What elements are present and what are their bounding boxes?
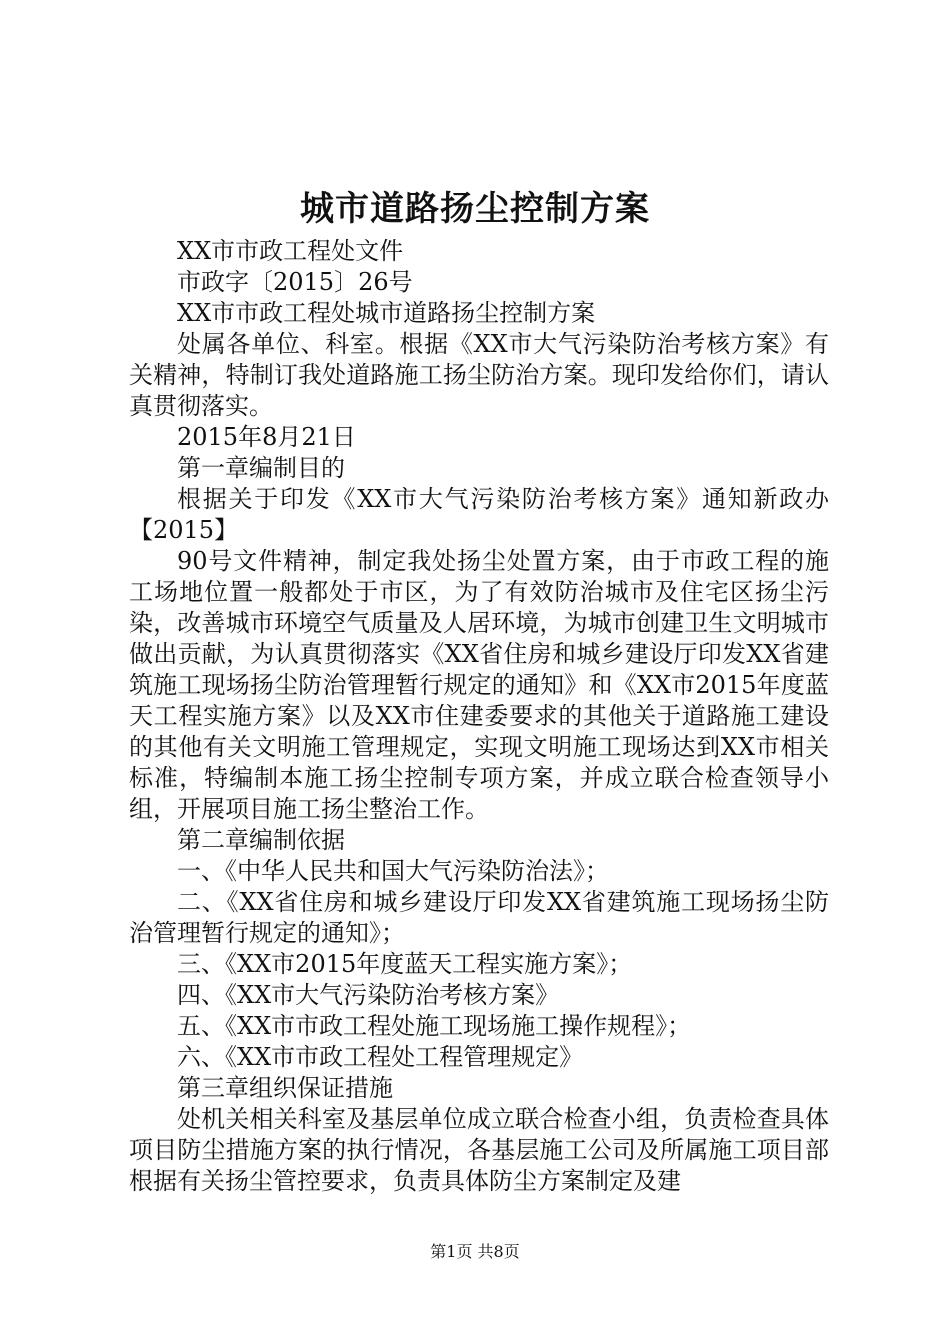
paragraph: 市政字〔2015〕26号 <box>177 268 413 296</box>
document-body <box>129 236 829 1197</box>
list-item: 五、《XX市市政工程处施工现场施工操作规程》； <box>177 1012 692 1040</box>
list-item: 三、《XX市2015年度蓝天工程实施方案》； <box>177 950 633 978</box>
paragraph: 90号文件精神，制定我处扬尘处置方案，由于市政工程的施工场地位置一般都处于市区，为了有效防治城市及住宅区扬尘污染，改善城市环境空气质量及人居环境，为城市创建卫生文明城市做出贡献，为认真贯彻落实《XX省住房和城乡建设厅印发XX省建筑施工现场扬尘防治管理暂行规定的通知》和《XX市2015年度蓝天工程实施方案》以及XX市住建委要求的其他关于道路施工建设的其他有关文明施工管理规定，实现文明施工现场达到XX市相关标准，特编制本施工扬尘控制专项方案，并成立联合检查领导小组，开展项目施工扬尘整治工作。 <box>129 547 829 823</box>
list-item: 一、《中华人民共和国大气污染防治法》； <box>177 857 609 885</box>
chapter-heading: 第三章组织保证措施 <box>177 1074 393 1102</box>
list-item: 四、《XX市大气污染防治考核方案》 <box>177 981 560 1009</box>
document-title: 城市道路扬尘控制方案 <box>300 189 650 229</box>
chapter-heading: 第二章编制依据 <box>177 826 345 854</box>
paragraph: 2015年8月21日 <box>177 423 356 451</box>
list-item: 二、《XX省住房和城乡建设厅印发XX省建筑施工现场扬尘防治管理暂行规定的通知》； <box>129 888 829 947</box>
paragraph: 处属各单位、科室。根据《XX市大气污染防治考核方案》有关精神，特制订我处道路施工扬尘防治方案。现印发给你们，请认真贯彻落实。 <box>129 330 829 420</box>
paragraph: XX市市政工程处文件 <box>177 237 404 265</box>
chapter-heading: 第一章编制目的 <box>177 454 345 482</box>
paragraph: 处机关相关科室及基层单位成立联合检查小组，负责检查具体项目防尘措施方案的执行情况，各基层施工公司及所属施工项目部根据有关扬尘管控要求，负责具体防尘方案制定及建 <box>129 1105 829 1195</box>
page-footer: 第1页 共8页 <box>430 1242 520 1261</box>
paragraph: 根据关于印发《XX市大气污染防治考核方案》通知新政办【2015】 <box>129 485 829 544</box>
list-item: 六、《XX市市政工程处工程管理规定》 <box>177 1043 584 1071</box>
paragraph: XX市市政工程处城市道路扬尘控制方案 <box>177 299 596 327</box>
